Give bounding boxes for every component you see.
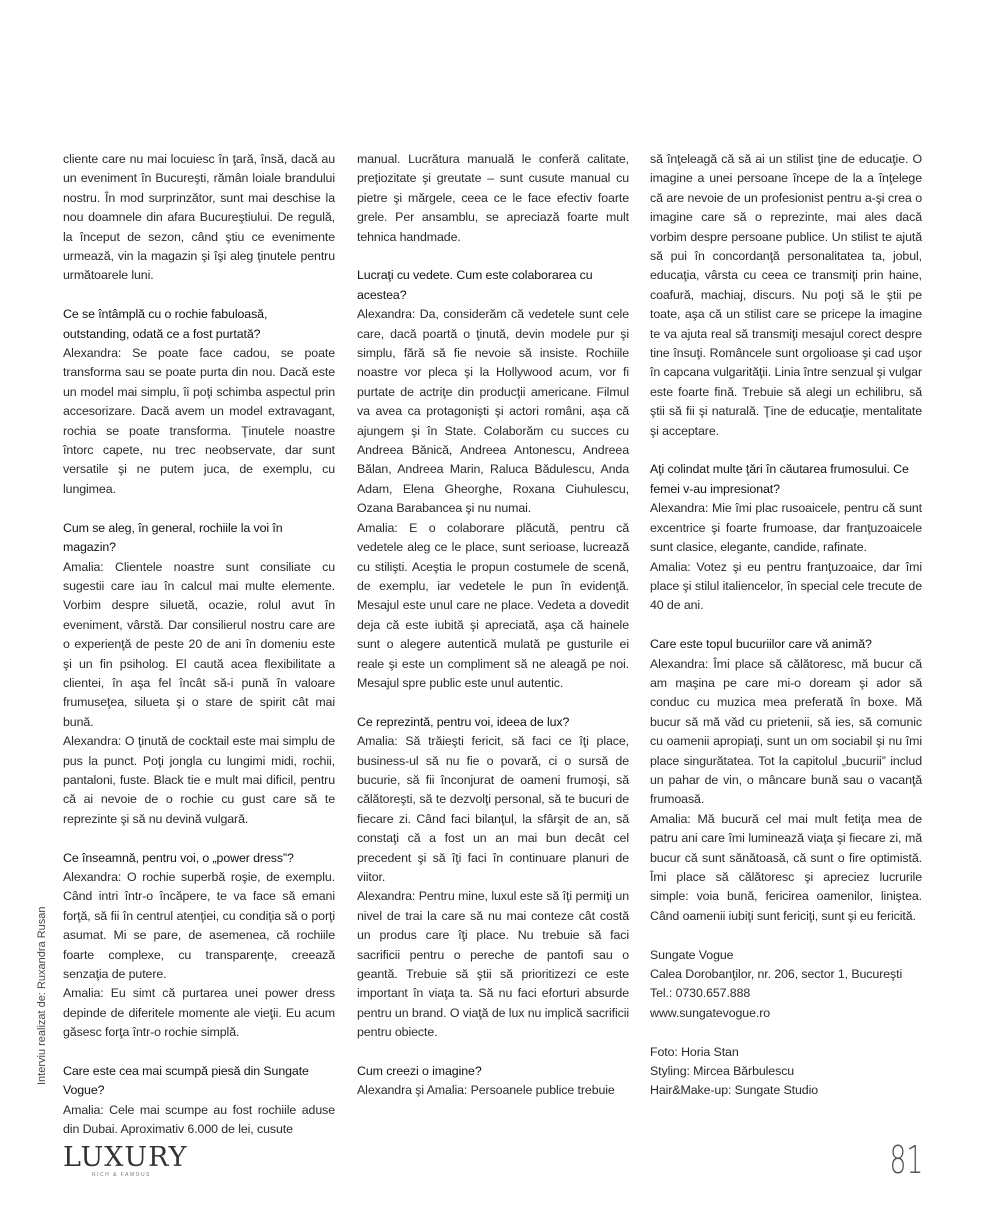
answer-paragraph: Amalia: Clientele noastre sunt consiliate cu sugestii care iau în calcul mai multe elemente. Vorbim despre siluetă, ocazie, rolul avut în eveniment, vârstă. Dar consilierul nostru care are o experienţă de peste 20 de ani în domeniu este şi un fin psiholog. El caută acea flexibilitate a clientei, în aşa fel încât să-i pună în valoare frumuseţea, silueta şi o stare de spirit cât mai bună. — [63, 559, 335, 729]
interview-question: Care este cea mai scumpă piesă din Sungate Vogue? — [63, 1064, 309, 1098]
interview-question: Lucraţi cu vedete. Cum este colaborarea cu acestea? — [357, 268, 593, 302]
article-column-3 — [650, 150, 922, 1101]
answer-paragraph: să înţeleagă că să ai un stilist ţine de educaţie. O imagine a unei persoane începe de la a înţelege că are nevoie de un profesionist pentru a-şi crea o imagine care să o reprezinte, mai ales dacă vorbim despre persoane publice. Un stilist te ajută să pui în concordanţă personalitatea ta, jobul, educaţia, vârsta cu ceea ce transmiţi prin haine, coafură, machiaj, discurs. Nu poţi să le ştii pe toate, aşa că un stilist care se pricepe la imagine te va ajuta real să transmiţi mesajul corect despre tine însuţi. Româncele sunt orgolioase şi cad uşor în capcana vulgarităţii. Linia între senzual şi vulgar este foarte fină. Trebuie să alegi un echilibru, să ştii să fii şi naturală. Ţine de educaţie, mentalitate şi acceptare. — [650, 152, 922, 438]
interview-question: Ce înseamnă, pentru voi, o „power dress”? — [63, 850, 294, 865]
answer-paragraph: Alexandra: Da, considerăm că vedetele sunt cele care, dacă poartă o ţinută, devin modele pur şi simplu, fără să fie nevoie să insiste. Rochiile noastre vor pleca şi la Hollywood acum, vor fi purtate de actriţe din producţii americane. Filmul va avea ca protagonişti şi actori români, aşa că ajungem şi în State. Colaborăm cu succes cu Andreea Bănică, Andreea Antonescu, Andreea Bălan, Andreea Marin, Raluca Bădulescu, Anda Adam, Elena Gheorghe, Roxana Ciuhulescu, Ozana Barabancea şi nu numai. — [357, 307, 629, 516]
answer-paragraph: Alexandra: Pentru mine, luxul este să îţi permiţi un nivel de trai la care să nu mai conteze cât costă un produs care îţi place. Nu trebuie să faci sacrificii pentru o pereche de pantofi sau o geantă. Trebuie să ştii să prioritizezi ce este important în viaţa ta. Să nu faci eforturi absurde pentru un brand. O viaţă de lux nu implică sacrificii pentru obiecte. — [357, 889, 629, 1040]
interview-question: Ce reprezintă, pentru voi, ideea de lux? — [357, 714, 570, 729]
answer-paragraph: Amalia: Să trăieşti fericit, să faci ce îţi place, business-ul să nu fie o povară, ci o sursă de bucurie, să fii înconjurat de oameni frumoşi, să călătoreşti, să te dezvolţi personal, să te bucuri de fiecare zi. Când faci bilanţul, la sfârşit de an, să constaţi că a fost un an mai bun decât cel precedent şi să îţi faci în continuare planuri de viitor. — [357, 734, 629, 884]
info-block — [650, 946, 922, 1024]
answer-paragraph: cliente care nu mai locuiesc în ţară, însă, dacă au un eveniment în Bucureşti, rămân loiale brandului nostru. În mod surprinzător, sunt mai deschise la nou doamnele din afara Bucureştiului. De regulă, la început de sezon, când ştiu ce evenimente urmează, vin la magazin şi îşi aleg ţinutele pentru următoarele luni. — [63, 152, 335, 283]
logo-tagline: RICH & FAMOUS — [92, 1172, 151, 1178]
interview-question: Care este topul bucuriilor care vă animă? — [650, 637, 872, 652]
answer-paragraph: Alexandra: Mie îmi plac rusoaicele, pentru că sunt excentrice şi foarte frumoase, dar franţuzoaicele sunt clasice, elegante, candide, rafinate. — [650, 501, 922, 555]
answer-paragraph: Amalia: Votez şi eu pentru franţuzoaice, dar îmi place şi stilul italiencelor, în special cele trecute de 40 de ani. — [650, 559, 922, 613]
info-line: www.sungatevogue.ro — [650, 1005, 771, 1020]
answer-paragraph: Alexandra: Se poate face cadou, se poate transforma sau se poate purta din nou. Dacă este un model mai simplu, îi poţi schimba aspectul prin accesorizare. Dacă avem un model extravagant, rochia se poate transforma. Ţinutele noastre întorc capete, nu trec neobservate, dar sunt versatile şi ne putem juca, de exemplu, cu lungimea. — [63, 346, 335, 496]
answer-paragraph: Amalia: Mă bucură cel mai mult fetiţa mea de patru ani care îmi luminează viaţa şi fiecare zi, mă bucur că sunt sănătoasă, că sunt o fire optimistă. Îmi place să călătoresc şi apreciez lucrurile simple: voia bună, fericirea oamenilor, liniştea. Când oamenii iubiţi sunt fericiţi, sunt şi eu fericită. — [650, 811, 922, 923]
answer-paragraph: Alexandra: O rochie superbă roşie, de exemplu. Când intri într-o încăpere, te va face să emani forţă, să fii în centrul atenţiei, cu condiţia să o porţi asumat. Mi se pare, de asemenea, că rochiile foarte complexe, cu transparenţe, creează senzaţia de putere. — [63, 869, 335, 982]
interview-question: Cum se aleg, în general, rochiile la voi în magazin? — [63, 520, 283, 555]
answer-paragraph: Alexandra şi Amalia: Persoanele publice trebuie — [357, 1083, 615, 1098]
interview-credit: Interviu realizat de: Ruxandra Rusan — [36, 906, 48, 1085]
answer-paragraph: Amalia: Cele mai scumpe au fost rochiile aduse din Dubai. Aproximativ 6.000 de lei, cusute — [63, 1102, 335, 1137]
info-line: Styling: Mircea Bărbulescu — [650, 1064, 795, 1079]
answer-paragraph: Amalia: E o colaborare plăcută, pentru că vedetele aleg ce le place, sunt serioase, lucrează cu stilişti. Aceştia le propun costumele de scenă, de exemplu, iar vedetele le pun în evidenţă. Mesajul este unul care ne place. Vedeta a dovedit deja că este iubită şi apreciată, aşa că hainele sunt o alegere autentică mulată pe gusturile ei reale şi este un compliment să ne aleagă pe noi. Mesajul spre public este unul autentic. — [357, 520, 629, 690]
page-number: 81 — [889, 1138, 923, 1182]
answer-paragraph: Alexandra: Îmi place să călătoresc, mă bucur că am maşina pe care mi-o doream şi ador să conduc cu muzica mea preferată în boxe. Mă bucur să mă văd cu prietenii, să ies, să comunic cu oamenii apropiaţi, sunt un om sociabil şi nu îmi place singurătatea. Tot la capitolul „bucurii” includ un pahar de vin, o mâncare bună sau o vacanţă frumoasă. — [650, 656, 922, 807]
info-line: Tel.: 0730.657.888 — [650, 986, 751, 1001]
info-line: Foto: Horia Stan — [650, 1044, 739, 1059]
interview-question: Aţi colindat multe ţări în căutarea frumosului. Ce femei v-au impresionat? — [650, 462, 909, 496]
answer-paragraph: Alexandra: O ţinută de cocktail este mai simplu de pus la punct. Poţi jongla cu lungimi midi, rochii, pantaloni, fuste. Black tie e mult mai dificil, pentru că ai nevoie de o rochie cu gust care să te reprezinte şi să nu devină vulgară. — [63, 734, 335, 826]
magazine-logo: LUXURY — [63, 1142, 188, 1173]
article-column-1 — [63, 150, 335, 1140]
article-column-2 — [357, 150, 629, 1101]
interview-question: Ce se întâmplă cu o rochie fabuloasă, outstanding, odată ce a fost purtată? — [63, 307, 268, 341]
answer-paragraph: Amalia: Eu simt că purtarea unei power dress depinde de diferitele momente ale vieţii. Eu acum găsesc forţa într-o rochie simplă. — [63, 986, 335, 1040]
info-block — [650, 1043, 922, 1101]
info-line: Sungate Vogue — [650, 947, 734, 962]
info-line: Calea Dorobanţilor, nr. 206, sector 1, Bucureşti — [650, 967, 903, 982]
info-line: Hair&Make-up: Sungate Studio — [650, 1083, 819, 1098]
interview-question: Cum creezi o imagine? — [357, 1064, 482, 1079]
answer-paragraph: manual. Lucrătura manuală le conferă calitate, preţiozitate şi greutate – sunt cusute manual cu pietre şi mărgele, ceea ce le face efectiv foarte grele. Per ansamblu, se apreciază foarte mult tehnica handmade. — [357, 152, 629, 244]
